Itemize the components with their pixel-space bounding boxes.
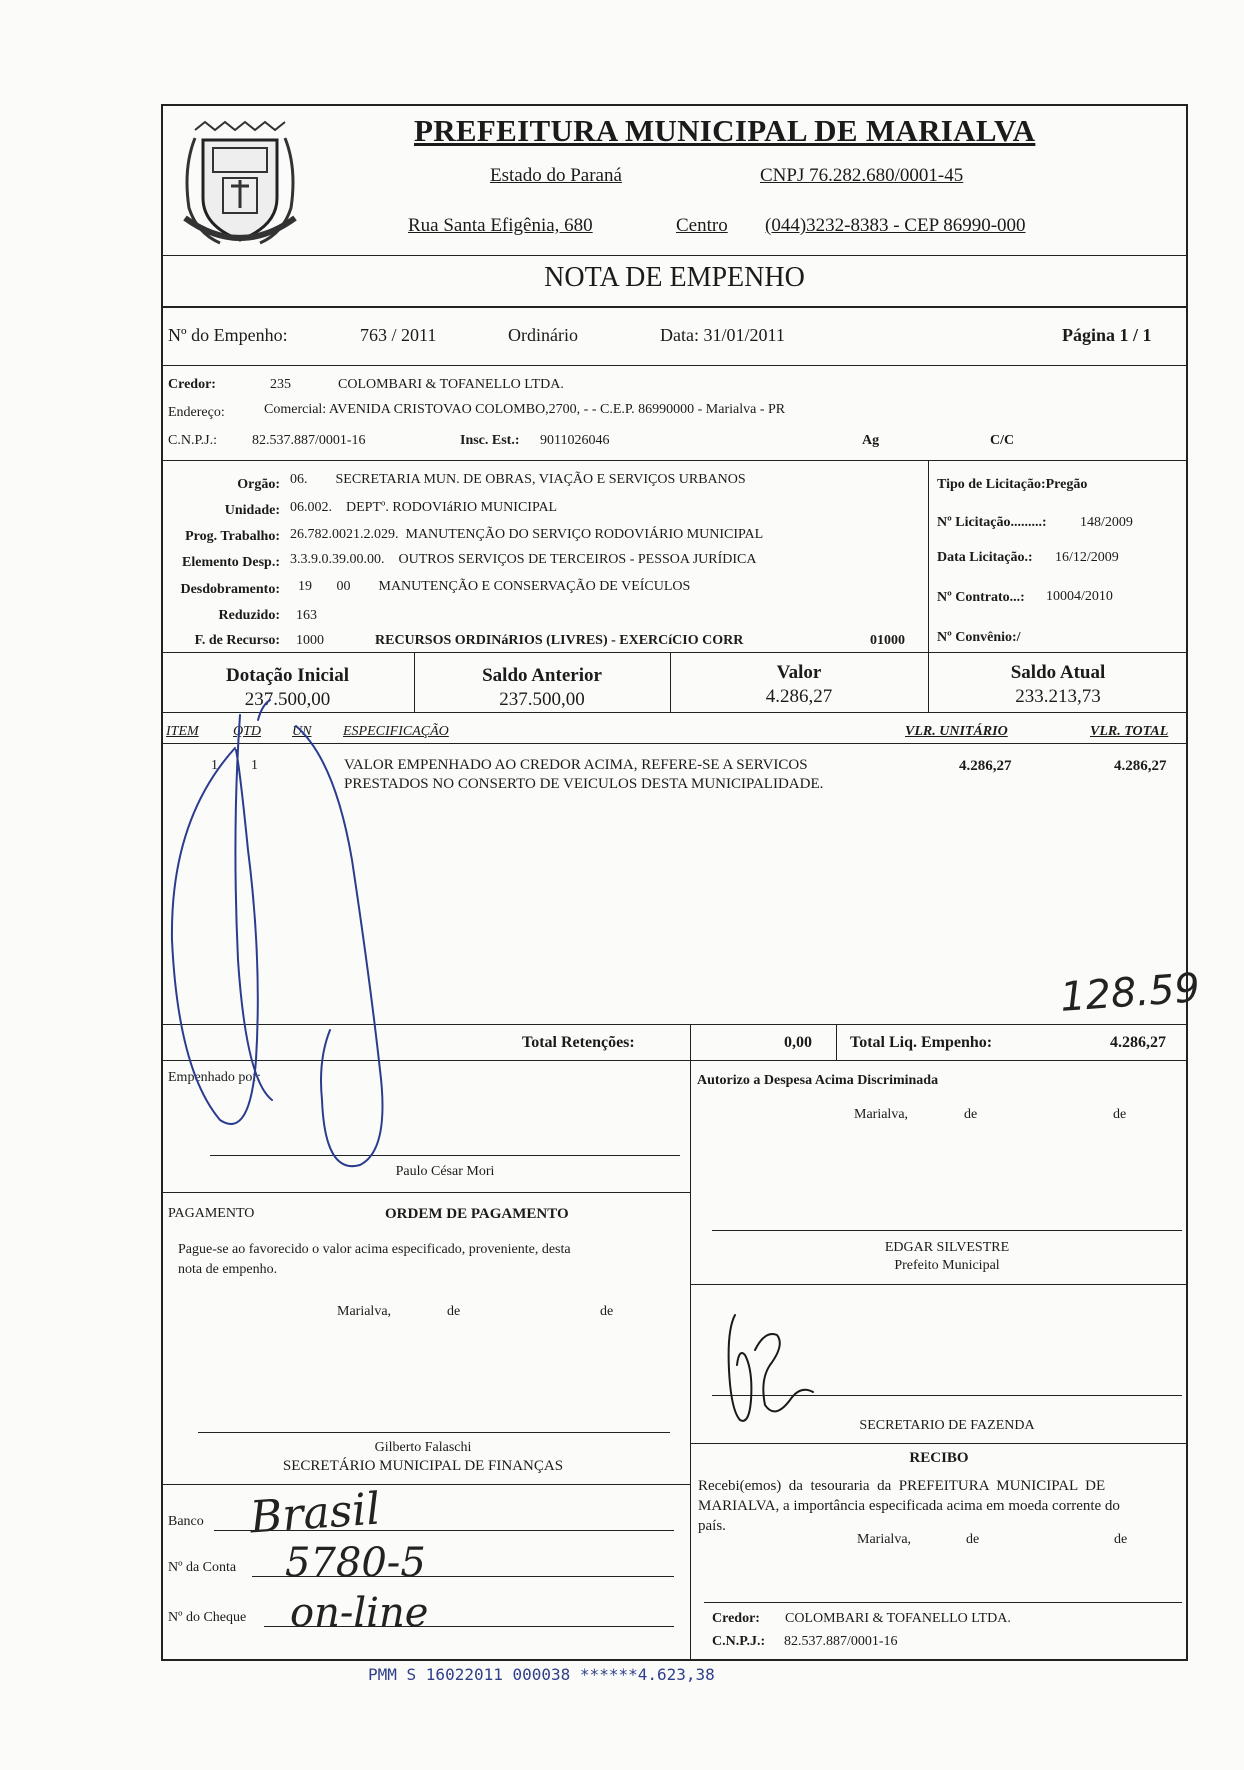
empenho-date: Data: 31/01/2011 xyxy=(660,325,785,345)
recibo-de2: de xyxy=(1114,1532,1128,1547)
dotacao-label: Dotação Inicial xyxy=(226,665,349,686)
recibo-credor-label: Credor: xyxy=(712,1611,760,1626)
licitacao-numero: 148/2009 xyxy=(1080,515,1133,530)
credor-cnpj-label: C.N.P.J.: xyxy=(168,433,218,448)
desdob-label: Desdobramento: xyxy=(180,582,280,597)
recurso-value: RECURSOS ORDINáRIOS (LIVRES) - EXERCíCIO CORR xyxy=(375,633,744,648)
unidade-value: 06.002. DEPTº. RODOVIáRIO MUNICIPAL xyxy=(290,500,558,515)
recibo-title: RECIBO xyxy=(909,1450,969,1466)
recibo-cnpj: 82.537.887/0001-16 xyxy=(784,1634,898,1649)
signature-secretario xyxy=(705,1310,825,1430)
retencoes-label: Total Retenções: xyxy=(522,1034,635,1051)
banco-label: Banco xyxy=(168,1514,204,1529)
cheque-label: Nº do Cheque xyxy=(168,1610,247,1625)
doc-title: NOTA DE EMPENHO xyxy=(544,262,805,293)
valor-label: Valor xyxy=(776,662,822,683)
empenho-page: Página 1 / 1 xyxy=(1062,325,1152,345)
pagamento-place: Marialva, xyxy=(337,1304,392,1319)
licitacao-data-label: Data Licitação.: xyxy=(937,550,1033,565)
pagamento-text1: Pague-se ao favorecido o valor acima especificado, proveniente, desta xyxy=(178,1242,571,1257)
prog-label: Prog. Trabalho: xyxy=(185,529,280,544)
footer-print: PMM S 16022011 000038 ******4.623,38 xyxy=(368,1665,715,1684)
credor-ag-label: Ag xyxy=(862,433,880,448)
autorizo-de2: de xyxy=(1113,1107,1127,1122)
unidade-label: Unidade: xyxy=(224,503,280,518)
empenho-label: Nº do Empenho: xyxy=(168,325,288,345)
handwritten-page-number: 128.59 xyxy=(1058,965,1202,1021)
autorizo-role: Prefeito Municipal xyxy=(894,1258,1000,1273)
saldo-atual-label: Saldo Atual xyxy=(1010,662,1106,683)
saldo-anterior-value: 237.500,00 xyxy=(499,689,585,710)
recibo-cnpj-label: C.N.P.J.: xyxy=(712,1634,766,1649)
col-espec-header: ESPECIFICAÇÃO xyxy=(343,724,449,739)
recibo-text3: país. xyxy=(698,1518,726,1534)
banco-handwriting: Brasil xyxy=(248,1483,382,1544)
recurso-num: 01000 xyxy=(870,633,905,648)
recurso-code: 1000 xyxy=(296,633,324,648)
pagamento-de2: de xyxy=(600,1304,614,1319)
autorizo-de1: de xyxy=(964,1107,978,1122)
empenho-number: 763 / 2011 xyxy=(360,325,437,345)
prog-value: 26.782.0021.2.029. MANUTENÇÃO DO SERVIÇO RODOVIÁRIO MUNICIPAL xyxy=(290,527,764,542)
licitacao-numero-label: Nº Licitação.........: xyxy=(937,515,1047,530)
pagamento-text2: nota de empenho. xyxy=(178,1262,278,1277)
conta-handwriting: 5780-5 xyxy=(285,1540,426,1586)
recibo-text2: MARIALVA, a importância especificada acima em moeda corrente do xyxy=(698,1498,1120,1514)
ordem-pagamento: ORDEM DE PAGAMENTO xyxy=(385,1206,569,1222)
item-desc-line2: PRESTADOS NO CONSERTO DE VEICULOS DESTA MUNICIPALIDADE. xyxy=(344,776,824,792)
credor-cc-label: C/C xyxy=(990,433,1015,448)
recibo-credor: COLOMBARI & TOFANELLO LTDA. xyxy=(785,1611,1011,1626)
cheque-handwriting: on-line xyxy=(290,1590,429,1636)
secretario-fazenda: SECRETARIO DE FAZENDA xyxy=(859,1418,1035,1433)
valor-value: 4.286,27 xyxy=(765,686,833,707)
retencoes-value: 0,00 xyxy=(784,1034,812,1051)
saldo-anterior-label: Saldo Anterior xyxy=(482,665,602,686)
col-total-header: VLR. TOTAL xyxy=(1090,724,1169,739)
reduzido-label: Reduzido: xyxy=(218,608,280,623)
recurso-label: F. de Recurso: xyxy=(194,633,280,648)
credor-label: Credor: xyxy=(168,377,216,392)
liquido-value: 4.286,27 xyxy=(1110,1034,1166,1051)
item-total-value: 4.286,27 xyxy=(1114,758,1167,774)
reduzido-value: 163 xyxy=(296,608,317,623)
empenhado-label: Empenhado por: xyxy=(168,1070,261,1085)
recibo-de1: de xyxy=(966,1532,980,1547)
credor-address-label: Endereço: xyxy=(168,405,225,420)
autorizo-place: Marialva, xyxy=(854,1107,909,1122)
header-phone-cep: (044)3232-8383 - CEP 86990-000 xyxy=(765,215,1026,236)
header-title: PREFEITURA MUNICIPAL DE MARIALVA xyxy=(414,113,1036,148)
elemento-value: 3.3.9.0.39.00.00. OUTROS SERVIÇOS DE TERCEIROS - PESSOA JURÍDICA xyxy=(290,552,757,567)
orgao-value: 06. SECRETARIA MUN. DE OBRAS, VIAÇÃO E SERVIÇOS URBANOS xyxy=(290,472,746,487)
item-unit-value: 4.286,27 xyxy=(959,758,1012,774)
col-item-header: ITEM xyxy=(166,724,199,739)
dotacao-value: 237.500,00 xyxy=(244,689,331,710)
col-qtd-header: QTD xyxy=(233,724,262,739)
pagamento-de1: de xyxy=(447,1304,461,1319)
autorizo-name: EDGAR SILVESTRE xyxy=(884,1240,1010,1255)
licitacao-contrato: 10004/2010 xyxy=(1046,589,1113,604)
credor-cnpj: 82.537.887/0001-16 xyxy=(252,433,366,448)
empenho-type: Ordinário xyxy=(508,325,578,345)
header-state: Estado do Paraná xyxy=(490,165,622,186)
empenhado-name: Paulo César Mori xyxy=(395,1164,495,1179)
recibo-text1: Recebi(emos) da tesouraria da PREFEITURA MUNICIPAL DE xyxy=(698,1478,1106,1494)
conta-label: Nº da Conta xyxy=(168,1560,237,1575)
header-district: Centro xyxy=(676,215,728,236)
col-un-header: UN xyxy=(292,724,312,739)
credor-insc: 9011026046 xyxy=(540,433,610,448)
credor-name: COLOMBARI & TOFANELLO LTDA. xyxy=(338,377,564,392)
credor-insc-label: Insc. Est.: xyxy=(460,433,520,448)
item-qtd: 1 xyxy=(251,758,258,773)
liquido-label: Total Liq. Empenho: xyxy=(850,1034,993,1051)
pagamento-label: PAGAMENTO xyxy=(168,1206,255,1221)
item-number: 1 xyxy=(211,758,218,773)
autorizo-label: Autorizo a Despesa Acima Discriminada xyxy=(697,1073,939,1088)
desdob-value: 19 00 MANUTENÇÃO E CONSERVAÇÃO DE VEÍCULOS xyxy=(298,579,691,594)
licitacao-contrato-label: Nº Contrato...: xyxy=(937,590,1025,605)
saldo-atual-value: 233.213,73 xyxy=(1015,686,1101,707)
licitacao-data: 16/12/2009 xyxy=(1055,550,1119,565)
licitacao-convenio: Nº Convênio:/ xyxy=(937,630,1021,645)
gilberto-name: Gilberto Falaschi xyxy=(374,1440,472,1455)
licitacao-tipo: Tipo de Licitação:Pregão xyxy=(937,477,1088,492)
recibo-place: Marialva, xyxy=(857,1532,912,1547)
header-cnpj: CNPJ 76.282.680/0001-45 xyxy=(760,165,964,186)
credor-code: 235 xyxy=(270,377,291,392)
elemento-label: Elemento Desp.: xyxy=(182,555,280,570)
orgao-label: Orgão: xyxy=(237,477,280,492)
credor-address: Comercial: AVENIDA CRISTOVAO COLOMBO,2700, - - C.E.P. 86990000 - Marialva - PR xyxy=(264,402,786,417)
header-address: Rua Santa Efigênia, 680 xyxy=(408,215,593,236)
gilberto-role: SECRETÁRIO MUNICIPAL DE FINANÇAS xyxy=(282,1458,564,1474)
col-unit-header: VLR. UNITÁRIO xyxy=(905,724,1008,739)
item-desc-line1: VALOR EMPENHADO AO CREDOR ACIMA, REFERE-SE A SERVICOS xyxy=(344,757,808,773)
